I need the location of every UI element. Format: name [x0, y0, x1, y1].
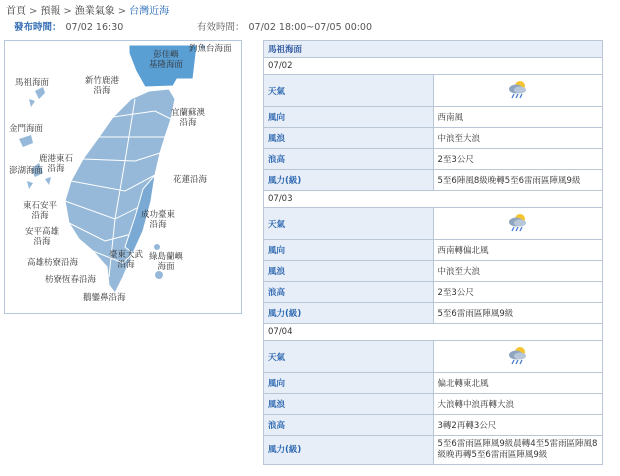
label-dongshi-anping[interactable]: 東石安平 沿海	[23, 201, 58, 221]
label-penghu[interactable]: 澎湖海面	[9, 166, 44, 176]
label-greenisland-lanyu[interactable]: 綠島蘭嶼 海面	[149, 252, 184, 272]
wave-label: 風浪	[264, 394, 434, 415]
green-island	[154, 244, 160, 250]
wave-value: 中浪至大浪	[433, 128, 603, 149]
label-lukang-dongshi[interactable]: 鹿港東石 沿海	[39, 154, 74, 174]
wind-direction-label: 風向	[264, 107, 434, 128]
wave-label: 風浪	[264, 128, 434, 149]
wind-direction-label: 風向	[264, 240, 434, 261]
label-hualien[interactable]: 花蓮沿海	[173, 175, 208, 185]
publish-time	[14, 19, 123, 33]
weather-label: 天氣	[264, 75, 434, 107]
label-diaoyutai[interactable]: 釣魚台海面	[189, 44, 232, 54]
label-pengjia-keelung[interactable]: 彭佳嶼 基隆海面	[149, 50, 184, 70]
wind-force-value: 5至6陣風8級晚轉5至6雷雨區陣風9級	[433, 170, 603, 191]
breadcrumb-forecast[interactable]: 預報	[40, 6, 61, 17]
forecast-date: 07/04	[264, 324, 603, 341]
publish-time-label: 發布時間：	[14, 22, 62, 33]
valid-time-label: 有效時間：	[197, 22, 245, 33]
wind-force-label: 風力(級)	[264, 303, 434, 324]
wave-height-value: 3轉2再轉3公尺	[433, 415, 603, 436]
wave-height-label: 浪高	[264, 282, 434, 303]
breadcrumb	[6, 2, 169, 17]
breadcrumb-separator: >	[117, 6, 127, 17]
wind-direction-label: 風向	[264, 373, 434, 394]
breadcrumb-home[interactable]: 首頁	[6, 6, 26, 17]
breadcrumb-fishery-weather[interactable]: 漁業氣象	[74, 6, 115, 17]
label-chenggong-taitung[interactable]: 成功臺東 沿海	[141, 210, 176, 230]
wind-direction-value: 偏北轉東北風	[433, 373, 603, 394]
wave-height-label: 浪高	[264, 149, 434, 170]
label-matsu[interactable]: 馬祖海面	[15, 78, 50, 88]
breadcrumb-current: 台灣近海	[129, 6, 170, 17]
wind-force-label: 風力(級)	[264, 170, 434, 191]
wave-value: 中浪至大浪	[433, 261, 603, 282]
label-yilan-suao[interactable]: 宜蘭蘇澳 沿海	[171, 108, 206, 128]
wind-direction-value: 西南轉偏北風	[433, 240, 603, 261]
weather-label: 天氣	[264, 208, 434, 240]
orchid-island	[155, 271, 163, 279]
wave-height-label: 浪高	[264, 415, 434, 436]
wave-height-value: 2至3公尺	[433, 149, 603, 170]
wind-force-value: 5至6雷雨區陣風9級	[433, 303, 603, 324]
label-anping-kaohsiung[interactable]: 安平高雄 沿海	[25, 227, 60, 247]
forecast-date: 07/02	[264, 58, 603, 75]
wind-direction-value: 西南風	[433, 107, 603, 128]
wave-label: 風浪	[264, 261, 434, 282]
partly-cloudy-rain-icon	[506, 79, 530, 102]
wind-force-value: 5至6雷雨區陣風9級晨轉4至5雷雨區陣風8級晚再轉5至6雷雨區陣風9級	[433, 436, 603, 465]
partly-cloudy-rain-icon	[506, 212, 530, 235]
label-hsinchu-lukang[interactable]: 新竹鹿港 沿海	[85, 76, 120, 96]
breadcrumb-separator: >	[63, 6, 72, 17]
label-fangliao-hengchun[interactable]: 枋寮恆春沿海	[45, 275, 97, 285]
coastal-region-map	[4, 40, 242, 314]
label-kaohsiung-fangliao[interactable]: 高雄枋寮沿海	[27, 258, 79, 268]
breadcrumb-separator: >	[29, 6, 38, 17]
valid-time-value: 07/02 18:00~07/05 00:00	[248, 22, 373, 33]
wave-value: 大浪轉中浪再轉大浪	[433, 394, 603, 415]
weather-label: 天氣	[264, 341, 434, 373]
valid-time	[197, 19, 372, 33]
label-eluanbi[interactable]: 鵝鑾鼻沿海	[83, 293, 126, 303]
forecast-date: 07/03	[264, 191, 603, 208]
forecast-table	[263, 40, 603, 465]
label-taitung-dawu[interactable]: 臺東大武 沿海	[109, 250, 144, 270]
kinmen-island	[19, 135, 33, 147]
wind-force-label: 風力(級)	[264, 436, 434, 465]
forecast-area-title: 馬祖海面	[264, 41, 603, 58]
wave-height-value: 2至3公尺	[433, 282, 603, 303]
publish-time-value: 07/02 16:30	[65, 22, 124, 33]
label-kinmen[interactable]: 金門海面	[9, 124, 44, 134]
partly-cloudy-rain-icon	[506, 345, 530, 368]
matsu-islands	[29, 87, 45, 107]
